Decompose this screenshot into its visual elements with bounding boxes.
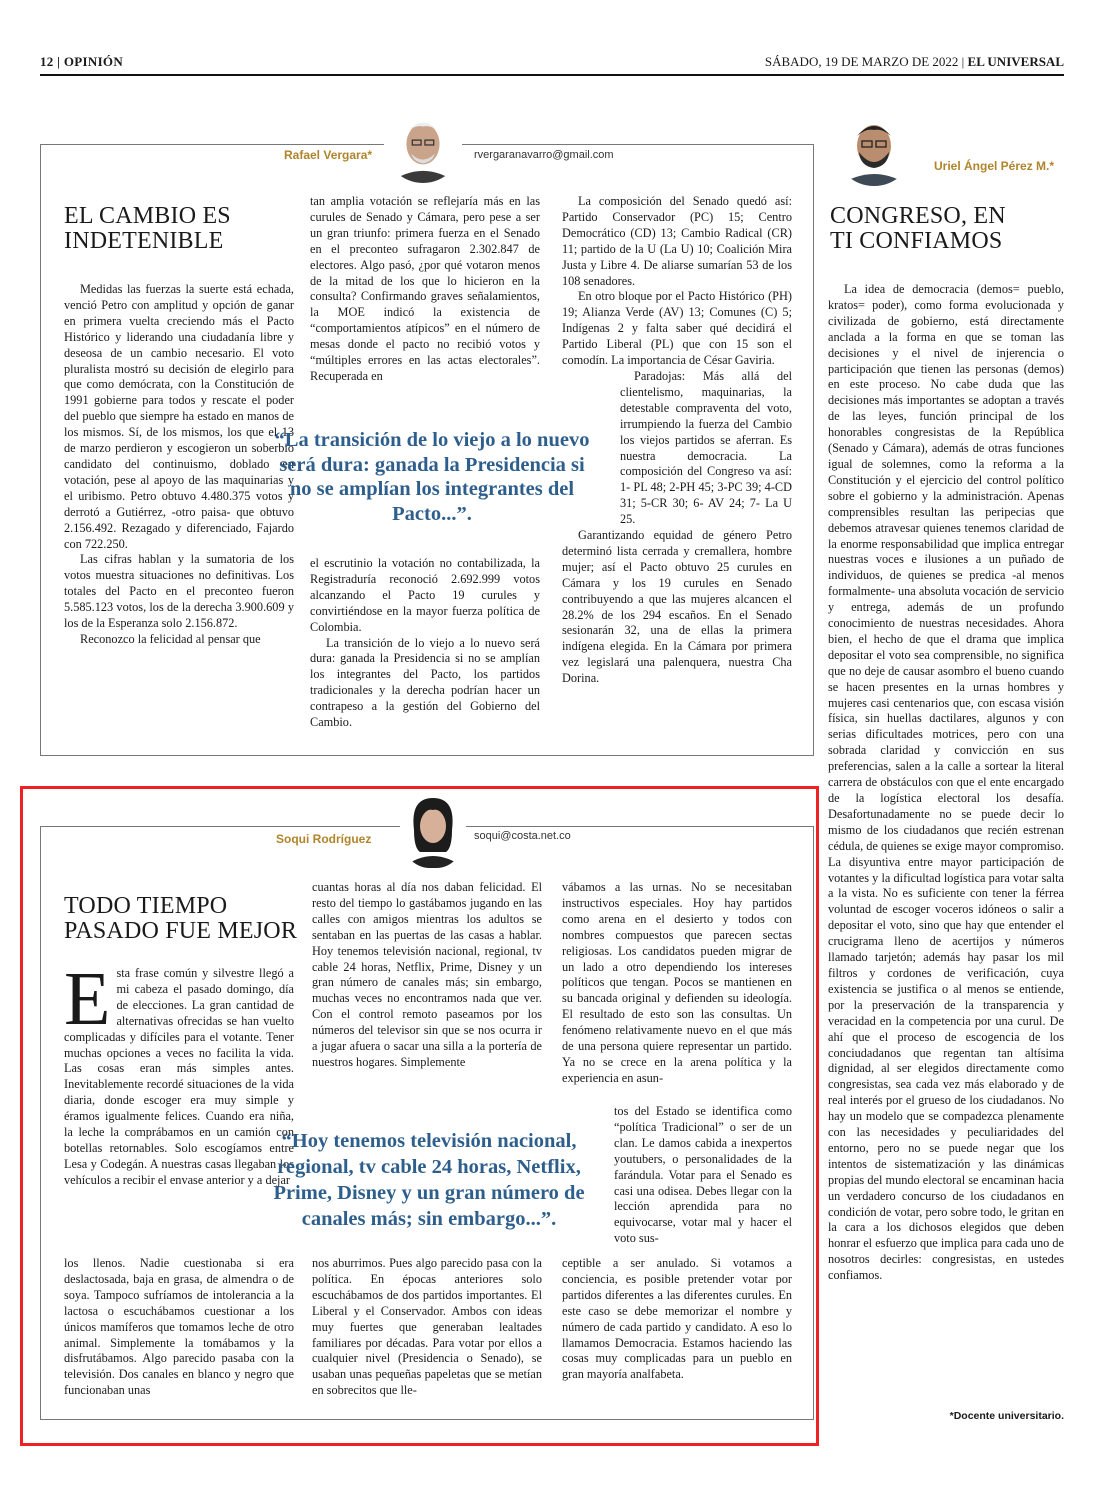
paragraph: tos del Estado se identifica como “política Tradicional” o ser de un clan. Le damos cabida a inexpertos youtubers, o personalidades de la farándula. Votar para el Senado es casi una odisea. Debes llegar con la lección aprendida para no equivocarse, votar mal y hacer el voto sus-	[614, 1104, 792, 1246]
paragraph: Garantizando equidad de género Petro determinó lista cerrada y cremallera, hombre mujer; así el Pacto obtuvo 25 curules en Cámara y los 19 curules en Senado contribuyendo a que las mujeres alcancen el 28.2% de los 294 escaños. En el Senado sesionarán 32, una de ellas la primera indígena elegida. En la Cámara por primera vez legislará una palenquera, nuestra Cha Dorina.	[562, 528, 792, 686]
article-2-column-3-bottom	[562, 1256, 792, 1412]
paragraph: Reconozco la felicidad al pensar que	[80, 631, 261, 646]
article-2-column-2-bottom	[312, 1256, 542, 1412]
paragraph: los llenos. Nadie cuestionaba si era deslactosada, baja en grasa, de almendra o de soya. Tampoco sufríamos de intolerancia a la lactosa o escuchábamos cuestionar a los únicos mamíferos que tomamos leche de otro animal. Simplemente la tomábamos y la disfrutábamos. Algo parecido pasaba con la televisión. Dos canales en blanco y negro que funcionaban unas	[64, 1256, 294, 1398]
author-byline: Rafael Vergara*	[284, 148, 373, 162]
article-2-column-1-bottom	[64, 1256, 294, 1412]
headline-line-2: TI CONFIAMOS	[830, 228, 1003, 254]
article-1-headline	[64, 204, 294, 254]
paragraph: La transición de lo viejo a lo nuevo será dura: ganada la Presidencia si no se amplían los integrantes del Pacto, los partidos tradicionales y la derecha podrían hacer un contrapeso a la gestión del Gobierno del Cambio.	[310, 635, 540, 730]
headline-line-1: TODO TIEMPO	[64, 893, 228, 919]
paragraph: Las cifras hablan y la sumatoria de los votos muestra situaciones no definitivas. Los totales del Pacto en el preconteo fueron 5.585.123 votos, los de la derecha 3.900.609 y los de la Esperanza solo 2.156.872.	[64, 552, 294, 631]
paragraph: vábamos a las urnas. No se necesitaban instructivos especiales. Hoy hay partidos como arena en el desierto y todos con nombres compuestos que parecen sectas religiosas. Los candidatos pueden migrar de un lado a otro dependiendo los intereses políticos que tengan. Pocos se mantienen en su bancada original y defienden su ideología. El resultado de esto son las consultas. Un fenómeno relativamente nuevo en el que más de una persona quiere representar un partido. Ya no se crece en la arena política y la experiencia en asun-	[562, 880, 792, 1085]
pullquote: “La transición de lo viejo a lo nuevo será dura: ganada la Presidencia si no se amplían los integrantes del Pacto...”.	[274, 429, 590, 525]
author-photo-rafael	[384, 105, 462, 183]
author-email[interactable]: soqui@costa.net.co	[474, 830, 571, 842]
article-1-column-1	[64, 282, 294, 744]
paragraph: ceptible a ser anulado. Si votamos a conciencia, es posible pretender votar por partidos diferentes a las diferentes curules. En este caso se debe memorizar el nombre y número de cada partido y candidato. A eso lo llamamos Democracia. Estamos haciendo las cosas muy complicadas para un pueblo en gran mayoría analfabeta.	[562, 1256, 792, 1382]
headline-line-1: EL CAMBIO ES	[64, 203, 231, 229]
paragraph: cuantas horas al día nos daban felicidad. El resto del tiempo lo gastábamos jugando en las calles con amigos mientras los adultos se sentaban en las puertas de las casas a hablar. Hoy tenemos televisión nacional, regional, tv cable 24 horas, Netflix, Prime, Disney y un gran número de canales más; sin embargo, muchas veces no encontramos nada que ver. Con el control remoto paseamos por los números del televisor sin que se nos ocurra ir a jugar afuera o sacar una silla a la portería de nuestros hogares. Simplemente	[312, 880, 542, 1069]
headline-line-1: CONGRESO, EN	[830, 203, 1006, 229]
article-3-headline	[830, 204, 1064, 254]
page-section-label: 12 | OPINIÓN	[40, 54, 124, 69]
author-email[interactable]: rvergaranavarro@gmail.com	[474, 149, 614, 161]
paper-name: EL UNIVERSAL	[967, 54, 1064, 69]
headline-line-2: INDETENIBLE	[64, 228, 224, 254]
paragraph: La idea de democracia (demos= pueblo, kratos= poder), como forma evolucionada y civilizada de gobierno, está directamente anclada a la forma en que se toman las decisiones y el nivel de injerencia o participación que tienen las personas (demos) en este proceso. No cabe duda que las decisiones más importantes se adoptan a través de las leyes, función principal de los honorables congresistas de la República (Senado y Cámara), además de otras funciones igual de solemnes, como la reforma a la Constitución y el ejercicio del control político sobre el gobierno y la administración. Apenas comprensibles resultan las peripecias que debemos atravesar quienes tenemos claridad de la enorme responsabilidad que implica entregar nuestras voces e ilusiones a un puñado de individuos, de quienes se predica -al menos formalmente- una absoluta vocación de servicio y entrega, además de un profundo conocimiento de nuestras necesidades. Ahora bien, el hecho de que el drama que implica depositar el voto sea comprensible, no significa que no deje de causar asombro el bueno cuando se hacen presentes en la urnas hombres y mujeres casi centenarios que, con escasa visión física, sin huellas dactilares, algunos y con serias dificultades motrices, pero con una sobrada claridad y convicción en sus preferencias, salen a la calle a sortear la literal carrera de obstáculos con que el ente encargado de la logística electoral los desafía. Desafortunadamente no se puede decir lo mismo de los ciudadanos que recién estrenan cédula, de quienes se exige mayor compromiso. La disyuntiva entre mayor participación de votantes y la dificultad logística para votar salta a la vista. No es suficiente con tener la férrea voluntad de escoger voceros idóneos o salir a depositar el voto, sino que hay que entender el crucigrama lleno de acertijos y números llamado tarjetón; además hay pasar los mil filtros y cordones de verificación, cuya existencia se justifica o al menos se entiende, por la preservación de la transparencia y veracidad en la competencia por una curul. De ahí que el proceso de escogencia de los conciudadanos que regentan tan altísima dignidad, al ser elegidos directamente como congresistas, sea cada vez más elaborado y de real interés por el grueso de los ciudadanos. No hay un modelo que se compadezca plenamente con las necesidades y peculiaridades del entorno, pero no se puede negar que los intentos de sistematización y las dinámicas propias del mundo electoral se encaminan hacia un verdadero concurso de los ciudadanos en condición de votar, pero sobre todo, le gritan en la cara a los dichosos elegidos que deben honrar el esfuerzo que implica para cada uno de nosotros decirles: congresistas, en ustedes confiamos.	[828, 282, 1064, 1283]
author-byline: Soqui Rodríguez	[276, 832, 372, 846]
author-footnote: *Docente universitario.	[949, 1410, 1064, 1422]
headline-line-2: PASADO FUE MEJOR	[64, 918, 298, 944]
drop-cap: E	[64, 966, 111, 1041]
issue-date	[765, 54, 1064, 70]
article-2-headline	[64, 894, 304, 944]
masthead	[40, 54, 1064, 76]
paragraph: sta frase común y silvestre llegó a mi cabeza el pasado domingo, día de elecciones. La gran cantidad de alternativas ofrecidas se han vuelto complicadas y difíciles para el votante. Tener muchas opciones a veces no facilita la vida. Las cosas eran más simples antes. Inevitablemente recordé situaciones de la vida diaria, donde escoger era muy simple y éramos igualmente felices. Cuando era niña, la leche la comprábamos en un camión con botellas retornables. Solo escogíamos entre Lesa y Codegán. A nuestras casas llegaban los vehículos a recibir el envase anterior y a dejar	[64, 966, 294, 1187]
article-3-column	[828, 282, 1064, 1408]
pullquote: “Hoy tenemos televisión nacional, regional, tv cable 24 horas, Netflix, Prime, Disney y un gran número de canales más; sin embargo...”.	[273, 1130, 585, 1230]
paragraph: La composición del Senado quedó así: Partido Conservador (PC) 15; Centro Democrático (CD) 13; Cambio Radical (CR) 11; partido de la U (La U) 10; Coalición Mira Justa y Libre 4. De aliarse sumarían 53 de los 108 senadores.	[562, 194, 792, 288]
article-1-column-3	[562, 194, 792, 746]
paragraph: Paradojas: Más allá del clientelismo, maquinarias, la detestable compraventa del voto, irrumpiendo la fuerza del Cambio los viejos partidos se aferran. Es nuestra democracia. La composición del Congreso va así: 1- PL 48; 2-PH 45; 3-PC 39; 4-CD 31; 5-CR 30; 6- AV 24; 7- La U 25.	[620, 368, 792, 527]
author-byline: Uriel Ángel Pérez M.*	[934, 159, 1055, 173]
paragraph: nos aburrimos. Pues algo parecido pasa con la política. En épocas anteriores solo escuchábamos de dos partidos importantes. El Liberal y el Conservador. Ambos con ideas muy fuertes que generaban lealtades familiares por décadas. Para votar por ellos a cualquier nivel (Presidencia o Senado), se usaban unas pequeñas papeletas que se metían en sobrecitos que lle-	[312, 1256, 542, 1398]
article-1-column-2-bottom	[310, 556, 540, 746]
paragraph: Medidas las fuerzas la suerte está echada, venció Petro con amplitud y opción de ganar en primera vuelta creciendo más el Pacto Histórico y liderando una ciudadanía libre y deseosa de un cambio necesario. El voto pluralista mostró su decisión de elegirlo para que como demócrata, con la Constitución de 1991 gobierne para todos y rescate el poder del pueblo que siempre ha estado en manos de los mismos. Sí, de los mismos, los que el 13 de marzo perdieron y escogieron un soberbio candidato del continuismo, doblado en votación, pese al apoyo de las maquinarias y el uribismo. Petro obtuvo 4.480.375 votos y derrotó a Gutiérrez, -otro paisa- que obtuvo 2.156.492. Rezagado y diferenciado, Fajardo con 722.250.	[64, 282, 294, 551]
date-label: SÁBADO, 19 DE MARZO DE 2022 |	[764, 54, 965, 69]
author-photo-uriel	[834, 106, 914, 186]
paragraph: En otro bloque por el Pacto Histórico (PH) 19; Alianza Verde (AV) 13; Comunes (C) 5; Indígenas 2 y falta saber qué decidirá el Partido Liberal (PL) que con 15 son el comodín. La importancia de César Gaviria.	[562, 289, 792, 368]
article-2-column-3-top	[562, 880, 792, 1102]
article-2-column-3-middle	[614, 1104, 792, 1254]
author-photo-soqui	[400, 790, 466, 868]
article-2-column-2-top	[312, 880, 542, 1100]
paragraph: el escrutinio la votación no contabilizada, la Registraduría reconoció 2.692.999 votos alcanzando el Pacto 19 curules y convirtiéndose en la mayor fuerza política de Colombia.	[310, 556, 540, 634]
paragraph: tan amplia votación se reflejaría más en las curules de Senado y Cámara, pero pese a ser un gran triunfo: primera fuerza en el Senado en el preconteo sufragaron 2.302.847 de electores. Algo pasó, ¿por qué votaron menos de la mitad de los que lo hicieron en la consulta? Confirmando graves señalamientos, la MOE indicó la existencia de “comportamientos atípicos” en el número de mesas donde el pacto no recibió votos y “múltiples errores en las actas electorales”. Recuperada en	[310, 194, 540, 383]
article-1-column-2-top	[310, 194, 540, 406]
